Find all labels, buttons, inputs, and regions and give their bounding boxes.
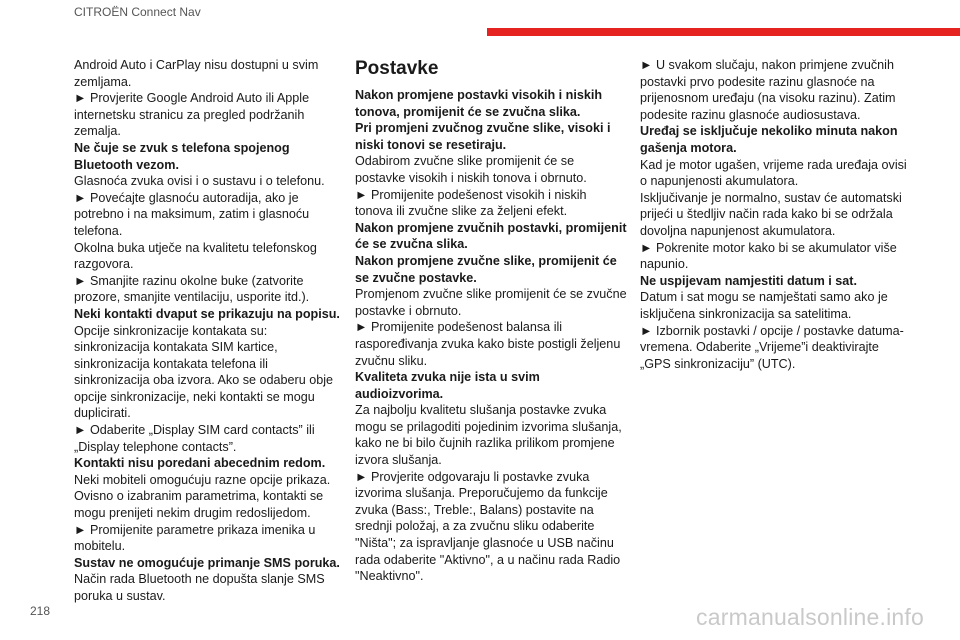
page-number: 218	[30, 604, 51, 618]
paragraph: Okolna buka utječe na kvalitetu telefonskog razgovora.	[74, 240, 317, 272]
header-title: CITROËN Connect Nav	[74, 5, 201, 19]
paragraph: Neki mobiteli omogućuju razne opcije prikaza. Ovisno o izabranim parametrima, kontakti se mogu prenijeti nekim drugim redoslijedom.	[74, 472, 331, 521]
paragraph: Android Auto i CarPlay nisu dostupni u svim zemljama.	[74, 58, 319, 89]
column-middle-body	[355, 87, 627, 585]
paragraph: Datum i sat mogu se namještati samo ako je isključena sinkronizacija sa satelitima.	[640, 290, 888, 321]
paragraph: Način rada Bluetooth ne dopušta slanje SMS poruka u sustav.	[74, 572, 325, 603]
paragraph: Isključivanje je normalno, sustav će automatski prijeći u štedljiv način rada kako bi se održala dovoljna napunjenost akumulatora.	[640, 190, 902, 238]
header-accent-bar	[487, 28, 960, 36]
paragraph: Odabirom zvučne slike promijenit će se postavke visokih i niskih tonova i obrnuto.	[355, 154, 587, 185]
paragraph: Kad je motor ugašen, vrijeme rada uređaja ovisi o napunjenosti akumulatora.	[640, 157, 907, 189]
section-title: Postavke	[355, 58, 439, 79]
paragraph: ► Promijenite parametre prikaza imenika u mobitelu.	[74, 522, 316, 554]
paragraph: Za najbolju kvalitetu slušanja postavke zvuka mogu se prilagoditi pojedinim izvorima slušanja, kako ne bi bilo čujnih razlika prilikom promjene izvora slušanja.	[355, 403, 622, 468]
paragraph: ► Pokrenite motor kako bi se akumulator više napunio.	[640, 240, 897, 272]
paragraph: Promjenom zvučne slike promijenit će se zvučne postavke i obrnuto.	[355, 287, 627, 318]
paragraph: ► Promijenite podešenost balansa ili raspoređivanja zvuka kako biste postigli željenu zvučnu sliku.	[355, 320, 621, 368]
column-middle	[355, 57, 627, 585]
paragraph: ► Provjerite Google Android Auto ili Apple internetsku stranicu za pregled podržanih zemalja.	[74, 91, 310, 139]
paragraph-heading: Nakon promjene zvučne slike, promijenit će se zvučne postavke.	[355, 253, 617, 285]
paragraph: ► Smanjite razinu okolne buke (zatvorite prozore, smanjite ventilaciju, usporite itd.).	[74, 273, 310, 305]
paragraph-heading: Nakon promjene postavki visokih i niskih tonova, promijenit će se zvučna slika.	[355, 88, 603, 119]
paragraph-heading: Kontakti nisu poredani abecednim redom.	[74, 456, 326, 471]
paragraph-heading: Uređaj se isključuje nekoliko minuta nakon gašenja motora.	[640, 124, 898, 155]
paragraph: ► U svakom slučaju, nakon primjene zvučnih postavki prvo podesite razinu glasnoće na prijenosnom uređaju (na visoku razinu). Zatim podesite razinu glasnoće audiosustava.	[640, 58, 896, 122]
paragraph-heading: Nakon promjene zvučnih postavki, promijenit će se zvučna slika.	[355, 220, 627, 252]
paragraph: ► Povećajte glasnoću autoradija, ako je potrebno i na maksimum, zatim i glasnoću telefona.	[74, 190, 310, 238]
paragraph: ► Izbornik postavki / opcije / postavke datuma-vremena. Odaberite „Vrijeme”i deaktivirajte „GPS sinkronizaciju” (UTC).	[640, 323, 904, 371]
paragraph-heading: Kvaliteta zvuka nije ista u svim audioizvorima.	[355, 370, 540, 401]
watermark: carmanualsonline.info	[696, 604, 924, 630]
paragraph: ► Odaberite „Display SIM card contacts” ili „Display telephone contacts”.	[74, 423, 315, 454]
paragraph-heading: Ne čuje se zvuk s telefona spojenog Bluetooth vezom.	[74, 140, 290, 172]
paragraph: Glasnoća zvuka ovisi i o sustavu i o telefonu.	[74, 174, 325, 189]
column-right	[640, 57, 912, 372]
paragraph-heading: Pri promjeni zvučnog zvučne slike, visoki i niski tonovi se resetiraju.	[355, 121, 611, 152]
paragraph-heading: Ne uspijevam namjestiti datum i sat.	[640, 273, 857, 288]
paragraph: Opcije sinkronizacije kontakata su: sinkronizacija kontakata SIM kartice, sinkronizacija kontakata telefona ili sinkronizacija oba izvora. Ako se odaberu obje opcije sinkronizacije, neki kontakti se mogu duplicirati.	[74, 323, 334, 421]
paragraph: ► Provjerite odgovaraju li postavke zvuka izvorima slušanja. Preporučujemo da funkcije zvuka (Bass:, Treble:, Balans) postavite na srednji položaj, a za zvučnu sliku odaberite "Ništa"; za ispravljanje glasnoće u USB načinu rada odaberite "Aktivno", a u načinu rada Radio "Neaktivno".	[355, 469, 621, 584]
paragraph-heading: Sustav ne omogućuje primanje SMS poruka.	[74, 555, 340, 570]
paragraph-heading: Neki kontakti dvaput se prikazuju na popisu.	[74, 306, 340, 321]
column-left	[74, 57, 346, 605]
paragraph: ► Promijenite podešenost visokih i niskih tonova ili zvučne slike za željeni efekt.	[355, 187, 587, 219]
